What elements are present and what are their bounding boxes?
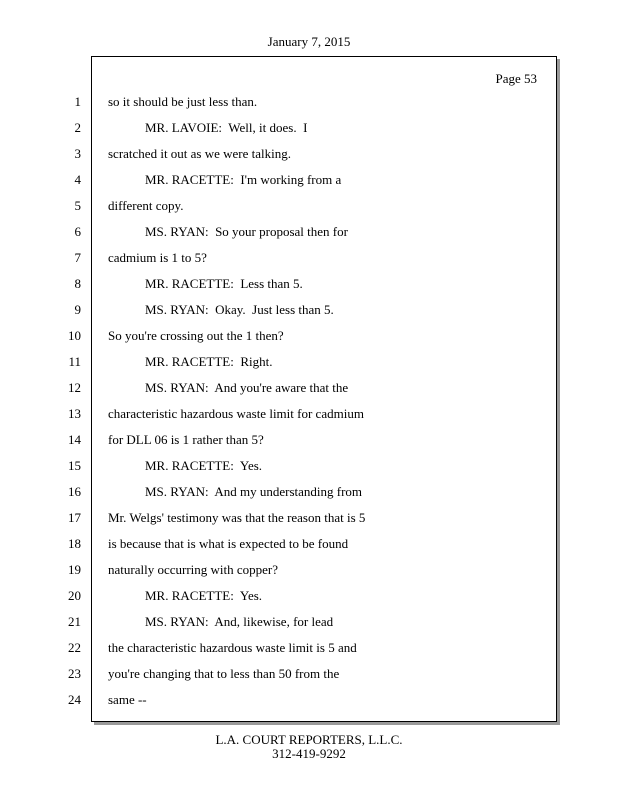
line-number: 12 <box>68 380 81 395</box>
line-number: 17 <box>68 510 81 525</box>
line-number: 24 <box>68 692 81 707</box>
transcript-line: for DLL 06 is 1 rather than 5? <box>108 432 264 447</box>
line-number: 1 <box>74 94 81 109</box>
page-number: Page 53 <box>495 71 537 86</box>
transcript-line: the characteristic hazardous waste limit is 5 and <box>108 640 357 655</box>
line-number: 2 <box>74 120 81 135</box>
transcript-line: is because that is what is expected to be found <box>108 536 349 551</box>
line-number: 11 <box>68 354 81 369</box>
transcript-line: MS. RYAN: So your proposal then for <box>145 224 348 239</box>
line-number: 3 <box>74 146 81 161</box>
transcript-line: characteristic hazardous waste limit for cadmium <box>108 406 364 421</box>
transcript-line: you're changing that to less than 50 from the <box>108 666 340 681</box>
transcript-line: so it should be just less than. <box>108 94 258 109</box>
transcript-line: MR. RACETTE: Less than 5. <box>145 276 303 291</box>
line-number: 15 <box>68 458 81 473</box>
line-number: 7 <box>74 250 81 265</box>
transcript-date: January 7, 2015 <box>267 34 351 49</box>
transcript-line: MS. RYAN: And you're aware that the <box>145 380 349 395</box>
transcript-line: MR. RACETTE: I'm working from a <box>145 172 342 187</box>
transcript-line: MS. RYAN: And my understanding from <box>145 484 363 499</box>
transcript-line: MR. RACETTE: Yes. <box>145 588 263 603</box>
transcript-line: MR. LAVOIE: Well, it does. I <box>145 120 308 135</box>
transcript-line: scratched it out as we were talking. <box>108 146 292 161</box>
line-number: 4 <box>74 172 81 187</box>
line-number: 18 <box>68 536 81 551</box>
transcript-line: cadmium is 1 to 5? <box>108 250 207 265</box>
line-number: 5 <box>74 198 81 213</box>
line-number: 14 <box>68 432 81 447</box>
line-number: 20 <box>68 588 81 603</box>
line-number: 6 <box>74 224 81 239</box>
transcript-line: naturally occurring with copper? <box>108 562 279 577</box>
court-reporter-phone: 312-419-9292 <box>272 746 346 761</box>
court-reporter-name: L.A. COURT REPORTERS, L.L.C. <box>215 732 403 747</box>
transcript-line: MR. RACETTE: Right. <box>145 354 273 369</box>
line-number: 9 <box>74 302 81 317</box>
transcript-line: MR. RACETTE: Yes. <box>145 458 263 473</box>
line-number: 16 <box>68 484 81 499</box>
transcript-line: So you're crossing out the 1 then? <box>108 328 284 343</box>
transcript-line: Mr. Welgs' testimony was that the reason that is 5 <box>108 510 366 525</box>
line-number: 8 <box>74 276 81 291</box>
transcript-line: different copy. <box>108 198 184 213</box>
transcript-line: MS. RYAN: And, likewise, for lead <box>145 614 334 629</box>
line-number: 13 <box>68 406 81 421</box>
page-footer <box>0 733 618 761</box>
line-number: 10 <box>68 328 81 343</box>
transcript-line: same -- <box>108 692 147 707</box>
line-number: 22 <box>68 640 81 655</box>
transcript-line: MS. RYAN: Okay. Just less than 5. <box>145 302 334 317</box>
line-number: 19 <box>68 562 81 577</box>
line-number: 23 <box>68 666 81 681</box>
line-number: 21 <box>68 614 81 629</box>
